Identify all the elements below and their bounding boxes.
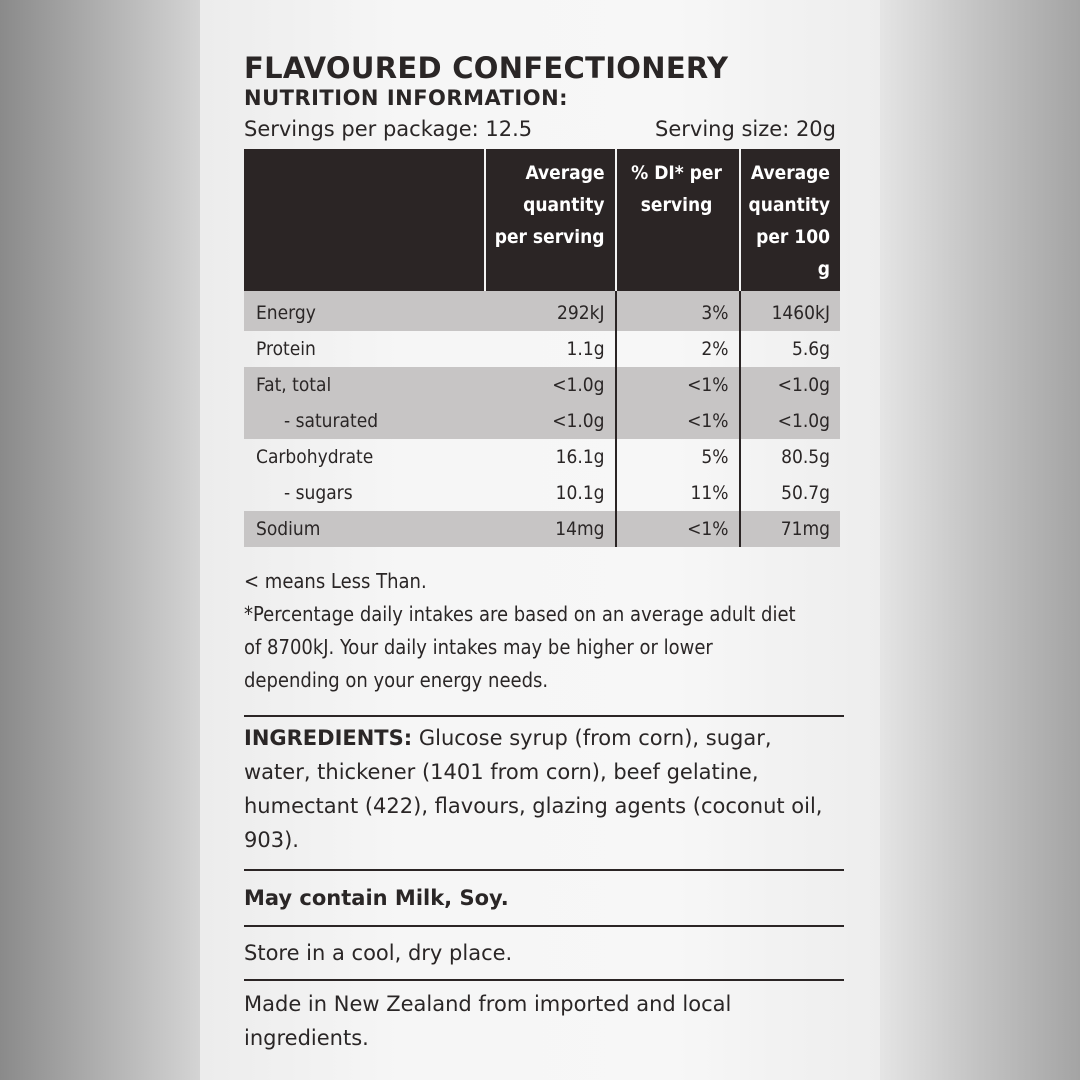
- header-di: % DI* per serving: [616, 149, 740, 291]
- allergen-statement: May contain Milk, Soy.: [244, 886, 509, 910]
- table-row: [244, 291, 840, 331]
- per-serving-value: 10.1g: [485, 475, 616, 511]
- di-value: <1%: [616, 367, 740, 403]
- servings-per-package: Servings per package: 12.5: [244, 117, 533, 141]
- nutrient-name: Protein: [256, 338, 316, 360]
- product-title: FLAVOURED CONFECTIONERY: [244, 51, 729, 85]
- nutrient-name: - sugars: [284, 482, 353, 504]
- di-footnote: *Percentage daily intakes are based on an average adult diet of 8700kJ. Your daily intakes may be higher or lower depending on your energy needs.: [244, 602, 796, 692]
- nutrient-name: - saturated: [244, 403, 485, 439]
- per-serving-value: 14mg: [485, 511, 616, 547]
- storage-instructions: Store in a cool, dry place.: [244, 941, 513, 965]
- ingredients-text: Glucose syrup (from corn), sugar, water, thickener (1401 from corn), beef gelatine, humectant (422), flavours, glazing agents (coconut oil, 903).: [244, 726, 823, 852]
- per-100g-value: 80.5g: [781, 446, 830, 468]
- background-left: [0, 0, 205, 1080]
- di-value: <1%: [616, 403, 740, 439]
- nutrient-name: Carbohydrate: [256, 446, 374, 468]
- nutrition-heading: NUTRITION INFORMATION:: [244, 86, 569, 110]
- table-row: [244, 331, 840, 367]
- per-serving-value: <1.0g: [485, 403, 616, 439]
- table-row: [244, 367, 840, 403]
- nutrient-name: Fat, total: [244, 367, 485, 403]
- di-value: 11%: [616, 475, 740, 511]
- ingredients: [244, 721, 844, 857]
- nutrition-label: [244, 50, 844, 1055]
- servings-line: [244, 115, 836, 143]
- per-serving-value: 1.1g: [485, 331, 616, 367]
- ingredients-heading: INGREDIENTS:: [244, 726, 413, 750]
- di-value: <1%: [616, 511, 740, 547]
- di-value: 2%: [616, 331, 740, 367]
- header-per-serving: Average quantity per serving: [485, 149, 616, 291]
- di-value: 5%: [616, 439, 740, 475]
- per-100g-value: 71mg: [740, 511, 840, 547]
- per-100g-value: <1.0g: [740, 403, 840, 439]
- per-100g-value: 5.6g: [791, 338, 830, 360]
- header-blank: [244, 149, 485, 291]
- table-body: [244, 291, 840, 547]
- per-serving-value: 292kJ: [485, 291, 616, 331]
- header-per-100g: Average quantity per 100 g: [740, 149, 840, 291]
- nutrient-name: Sodium: [244, 511, 485, 547]
- di-value: 3%: [616, 291, 740, 331]
- nutrient-name: Energy: [244, 291, 485, 331]
- table-header-row: [244, 149, 840, 291]
- divider: [244, 715, 844, 717]
- nutrition-table: [244, 149, 840, 547]
- serving-size: Serving size: 20g: [655, 117, 836, 141]
- less-than-note: < means Less Than.: [244, 569, 427, 593]
- per-100g-value: <1.0g: [740, 367, 840, 403]
- country-of-origin: Made in New Zealand from imported and local ingredients.: [244, 992, 732, 1050]
- table-row: [244, 475, 840, 511]
- per-serving-value: <1.0g: [485, 367, 616, 403]
- table-row: [244, 403, 840, 439]
- per-100g-value: 1460kJ: [740, 291, 840, 331]
- background-right: [870, 0, 1080, 1080]
- per-serving-value: 16.1g: [485, 439, 616, 475]
- table-row: [244, 511, 840, 547]
- table-row: [244, 439, 840, 475]
- per-100g-value: 50.7g: [781, 482, 830, 504]
- footnotes: [244, 565, 844, 697]
